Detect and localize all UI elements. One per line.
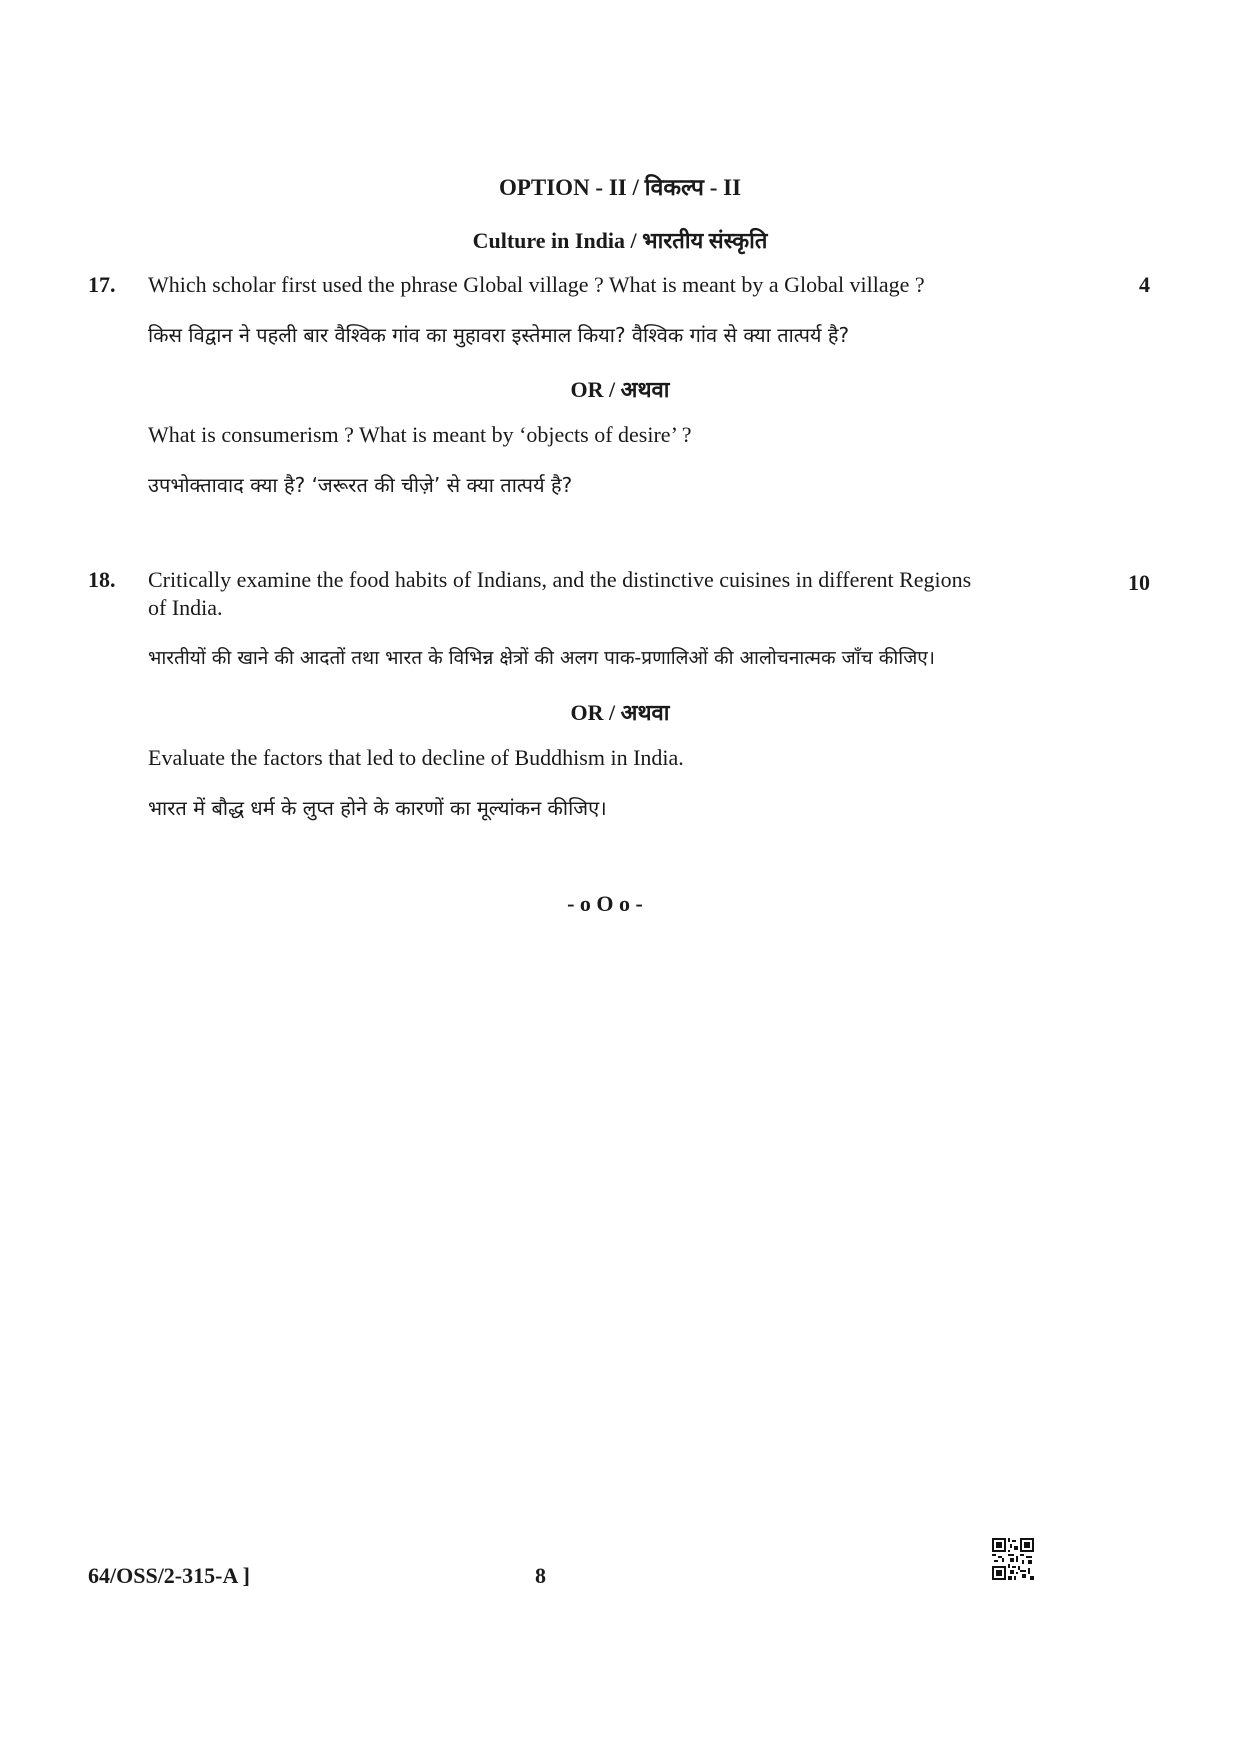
alternative-question-text-hindi: उपभोक्तावाद क्या है? ‘जरूरत की चीज़े’ से क्या तात्पर्य है? [148, 473, 573, 497]
or-divider: OR / अथवा [570, 377, 670, 402]
alternative-question-text: What is consumerism ? What is meant by ‘objects of desire’ ? [148, 422, 692, 447]
option-heading: OPTION - II / विकल्प - II [498, 175, 742, 200]
question-text-line-1: Critically examine the food habits of Indians, and the distinctive cuisines in different Regions [148, 567, 972, 592]
paper-code: 64/OSS/2-315-A ] [88, 1563, 250, 1588]
question-text: Which scholar first used the phrase Global village ? What is meant by a Global village ? [148, 272, 925, 297]
question-text-hindi: किस विद्वान ने पहली बार वैश्विक गांव का मुहावरा इस्तेमाल किया? वैश्विक गांव से क्या तात्पर्य है? [148, 323, 850, 347]
qr-code-icon [992, 1538, 1034, 1580]
alternative-question-text: Evaluate the factors that led to decline of Buddhism in India. [148, 745, 684, 770]
question-marks: 4 [1139, 272, 1150, 297]
question-text-hindi: भारतीयों की खाने की आदतों तथा भारत के विभिन्न क्षेत्रों की अलग पाक-प्रणालिओं की आलोचनात्मक जाँच कीजिए। [148, 647, 935, 669]
alternative-question-text-hindi: भारत में बौद्ध धर्म के लुप्त होने के कारणों का मूल्यांकन कीजिए। [148, 796, 607, 820]
question-marks: 10 [1128, 570, 1150, 595]
or-divider: OR / अथवा [570, 700, 670, 725]
section-title: Culture in India / भारतीय संस्कृति [472, 228, 768, 253]
question-number: 17. [88, 272, 116, 297]
page-number: 8 [535, 1563, 546, 1588]
end-of-paper-mark: - o O o - [567, 891, 643, 916]
question-number: 18. [88, 567, 116, 592]
question-text-line-2: of India. [148, 595, 223, 620]
